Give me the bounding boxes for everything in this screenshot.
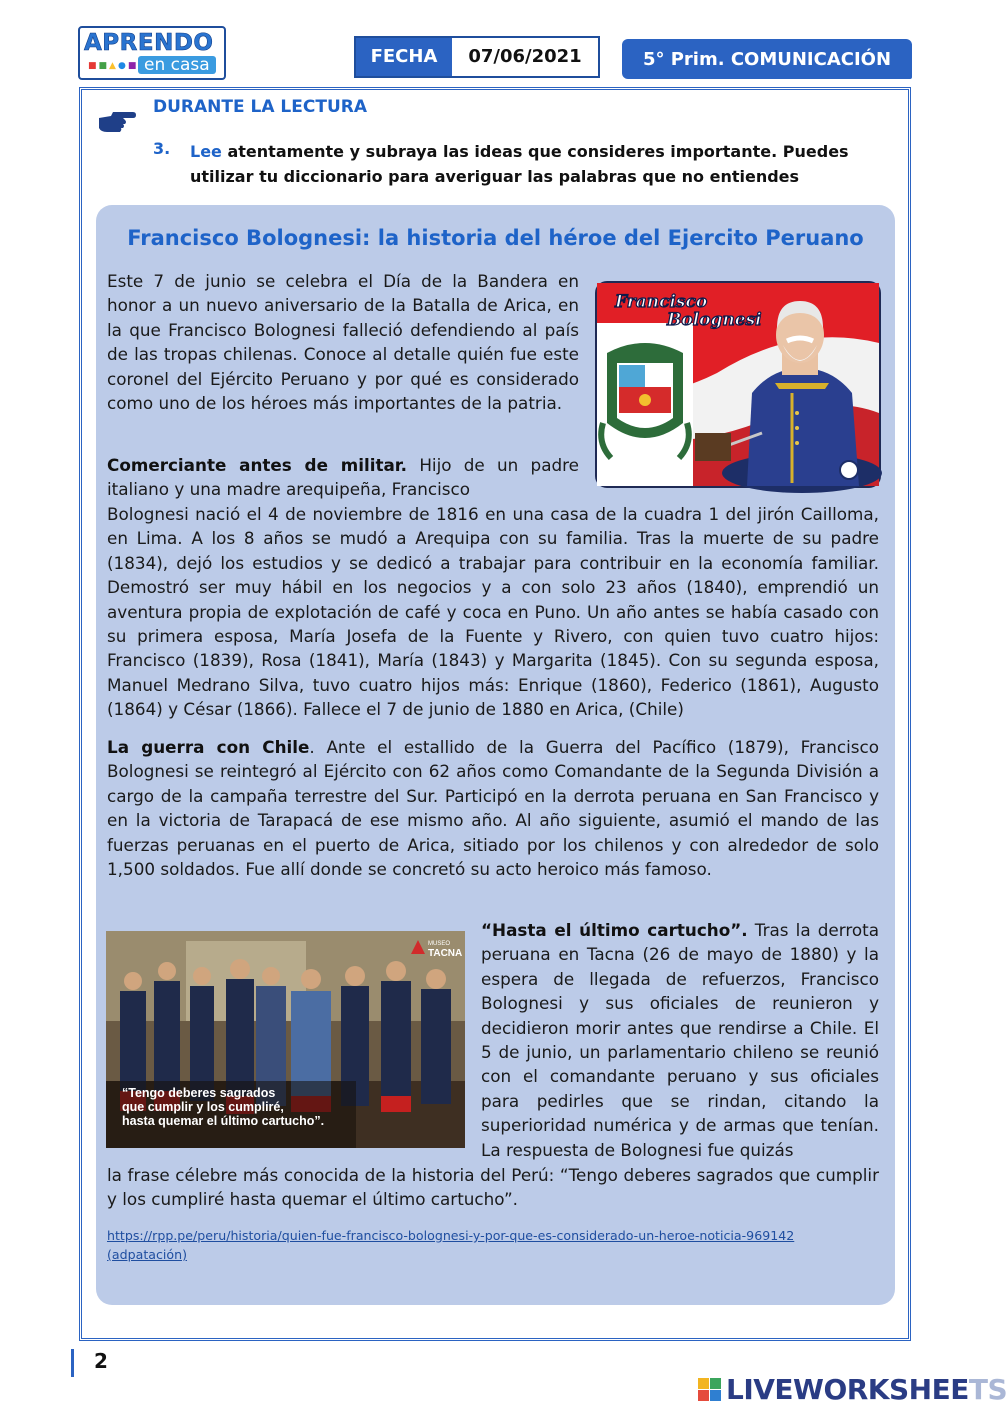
- paragraph-merchant-continued: Bolognesi nació el 4 de noviembre de 1816 en una casa de la cuadra 1 del jirón Cailloma, en Lima. A los 8 años se mudó a Arequipa con su familia. Tras la muerte de su padre (1834), dejó los estudios y se dedicó a trabajar para contribuir en la economía familiar. Demostró ser muy hábil en los negocios y a con solo 23 años (1840), emprendió un aventura propia de explotación de café y coca en Puno. Un año antes se había casado con su primera esposa, María Josefa de la Fuente y Rivero, con quien tuvo cuatro hijos: Francisco (1839), Rosa (1841), María (1843) y Margarita (1845). Con su segunda esposa, Manuel Medrano Silva, tuvo cuatro hijos más: Enrique (1860), Federico (1861), Augusto (1864) y César (1866). Fallece el 7 de junio de 1880 en Arica, (Chile): [107, 504, 879, 720]
- paragraph-last-cartridge-heading: “Hasta el último cartucho”.: [481, 920, 748, 940]
- paragraph-merchant-heading: Comerciante antes de militar.: [107, 455, 408, 475]
- logo-dots: ■■▲●■: [88, 61, 139, 71]
- article-title: Francisco Bolognesi: la historia del héroe del Ejercito Peruano: [127, 226, 864, 250]
- last-cartridge-painting-image: [106, 931, 465, 1148]
- paragraph-war-text: . Ante el estallido de la Guerra del Pacífico (1879), Francisco Bolognesi se reintegró al Ejército con 62 años como Comandante de la Segunda División a cargo de la campaña terrestre del Sur. Participó en la derrota peruana en San Francisco y en la victoria de Tarapacá de ese mismo año. Al año siguiente, asumió el mando de las fuerzas peruanas en el puerto de Arica, sitiado por los chilenos y con alrededor de solo 1,500 soldados. Fue allí donde se concretó su acto heroico más famoso.: [107, 737, 879, 880]
- painting-quote-line1: “Tengo deberes sagrados: [122, 1086, 276, 1100]
- instruction-number: 3.: [153, 139, 171, 158]
- museo-label: MUSEO: [428, 941, 451, 947]
- paragraph-war: [107, 735, 879, 881]
- logo-title: APRENDO: [84, 30, 214, 56]
- source-note[interactable]: (adpatación): [107, 1247, 188, 1262]
- museo-tacna-badge: [428, 940, 462, 958]
- instruction-text: [190, 139, 905, 189]
- instruction-body: atentamente y subraya las ideas que consideres importante. Puedes utilizar tu diccionario para averiguar las palabras que no entiendes: [190, 142, 849, 186]
- source-link[interactable]: [107, 1226, 867, 1264]
- grade-subject-badge: 5° Prim. COMUNICACIÓN: [622, 39, 912, 79]
- paragraph-last-cartridge-text: Tras la derrota peruana en Tacna (26 de mayo de 1880) y la espera de llegada de refuerzos, Francisco Bolognesi y sus oficiales de reunieron y decidieron morir antes que rendirse a Chile. El 5 de junio, un parlamentario chileno se reunió con el comandante peruano y sus oficiales para pedirles que se rindan, citando la superioridad numérica y de armas que tenían. La respuesta de Bolognesi fue quizás: [481, 920, 879, 1160]
- museo-tacna-logo-icon: [410, 939, 426, 955]
- paragraph-merchant-text-a: Hijo de un padre italiano y una madre arequipeña, Francisco: [107, 455, 579, 500]
- painting-quote-line2: que cumplir y los cumpliré,: [122, 1100, 284, 1114]
- liveworksheets-wordmark: [726, 1373, 1007, 1406]
- instruction-lee: Lee: [190, 142, 222, 161]
- section-heading: DURANTE LA LECTURA: [153, 97, 367, 117]
- paragraph-last-cartridge: [481, 918, 879, 1162]
- paragraph-merchant-start: [107, 453, 579, 502]
- page-number-bar: [71, 1349, 74, 1377]
- bolognesi-portrait-image: [595, 281, 881, 488]
- brand-fade: TS: [968, 1373, 1007, 1406]
- page-number: 2: [94, 1349, 108, 1373]
- brand-main: LIVEWORKSHEE: [726, 1373, 969, 1406]
- portrait-caption-line1: Francisco: [615, 292, 708, 312]
- tacna-label: TACNA: [428, 948, 463, 959]
- date-label: FECHA: [356, 38, 452, 76]
- source-url[interactable]: https://rpp.pe/peru/historia/quien-fue-francisco-bolognesi-y-por-que-es-considerado-un-heroe-noticia-969142: [107, 1228, 795, 1243]
- aprendo-en-casa-logo: [78, 26, 226, 80]
- date-box: [354, 36, 600, 78]
- date-value: 07/06/2021: [468, 46, 582, 67]
- pointing-hand-icon: [97, 108, 137, 134]
- paragraph-last-cartridge-continued: la frase célebre más conocida de la historia del Perú: “Tengo deberes sagrados que cumplir y los cumpliré hasta quemar el último cartucho”.: [107, 1165, 879, 1210]
- logo-subtitle: en casa: [138, 56, 216, 74]
- liveworksheets-logo-icon: [698, 1378, 722, 1402]
- paragraph-war-heading: La guerra con Chile: [107, 737, 310, 757]
- portrait-caption-line2: Bolognesi: [667, 310, 762, 330]
- painting-quote-line3: hasta quemar el último cartucho”.: [122, 1114, 325, 1128]
- paragraph-intro: Este 7 de junio se celebra el Día de la Bandera en honor a un nuevo aniversario de la Batalla de Arica, en la que Francisco Bolognesi falleció defendiendo al país de las tropas chilenas. Conoce al detalle quién fue este coronel del Ejército Peruano y por qué es considerado como uno de los héroes más importantes de la patria.: [107, 271, 579, 414]
